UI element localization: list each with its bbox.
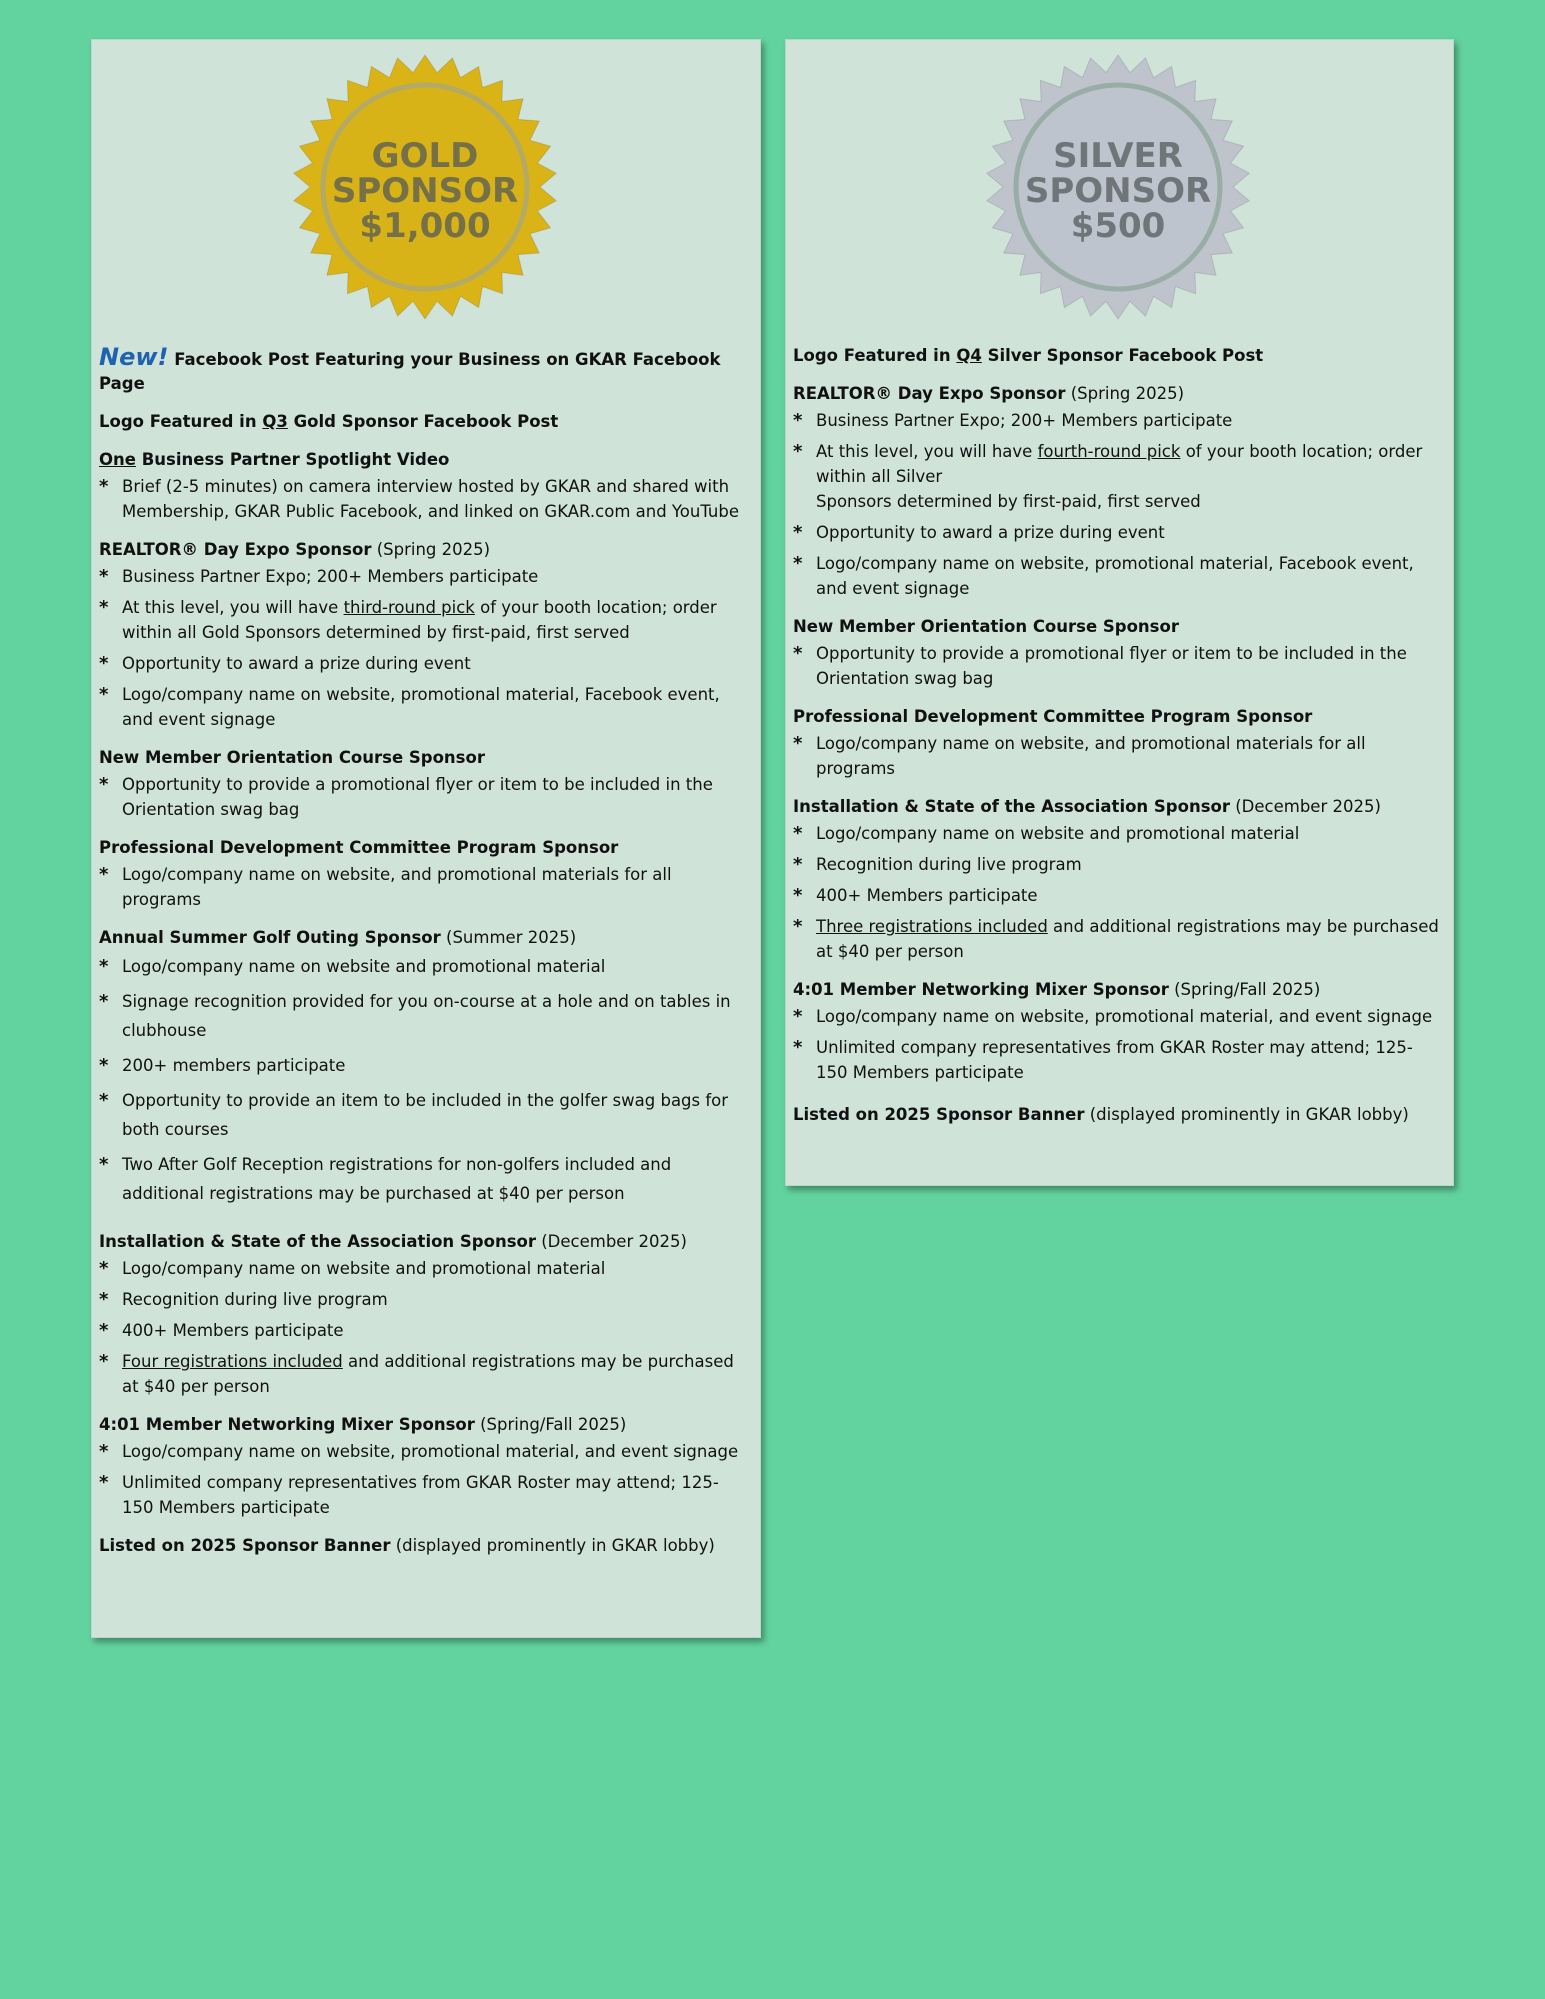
list-item: * Logo/company name on website, promotional material, and event signage — [793, 1006, 1433, 1027]
list-item: * 400+ Members participate — [793, 885, 1038, 906]
list-item-text: Opportunity to award a prize during event — [122, 654, 471, 673]
silver-orientation-heading: New Member Orientation Course Sponsor — [793, 617, 1179, 636]
list-item-text: At this level, you will have — [816, 442, 1038, 461]
fourth-round-pick: fourth-round pick — [1037, 442, 1181, 461]
gold-banner-rest: (displayed prominently in GKAR lobby) — [390, 1536, 715, 1555]
gold-mixer-note: (Spring/Fall 2025) — [474, 1415, 627, 1434]
gold-orientation-heading: New Member Orientation Course Sponsor — [99, 748, 485, 767]
list-item: * 200+ members participate — [99, 1055, 346, 1076]
list-item: * Signage recognition provided for you on-course at a hole and on tables in clubhouse — [99, 991, 731, 1040]
list-item-text: Logo/company name on website, and promotional materials for all programs — [122, 865, 672, 909]
list-item-text: Business Partner Expo; 200+ Members participate — [122, 567, 539, 586]
silver-mixer-heading: 4:01 Member Networking Mixer Sponsor — [793, 980, 1169, 999]
list-item-text: Logo/company name on website, and promotional materials for all programs — [816, 734, 1366, 778]
list-item-text: Signage recognition provided for you on-course at a hole and on tables in clubhouse — [122, 992, 731, 1040]
list-item-text: Sponsors determined by first-paid, first served — [816, 492, 1201, 511]
gold-prof-dev-heading: Professional Development Committee Program Sponsor — [99, 838, 619, 857]
silver-banner-rest: (displayed prominently in GKAR lobby) — [1084, 1105, 1409, 1124]
list-item: * Logo/company name on website, and promotional materials for all programs — [99, 864, 672, 909]
gold-spotlight-heading-one: One — [99, 450, 136, 469]
silver-prof-dev-heading: Professional Development Committee Program Sponsor — [793, 707, 1313, 726]
silver-mixer-note: (Spring/Fall 2025) — [1168, 980, 1321, 999]
list-item: * Business Partner Expo; 200+ Members participate — [99, 566, 539, 587]
silver-realtor-day-section — [793, 382, 1443, 601]
list-item: * Logo/company name on website, promotional material, and event signage — [99, 1441, 739, 1462]
gold-seal-line3: $1,000 — [358, 206, 491, 246]
list-item: * Four registrations included and additional registrations may be purchased at $40 per person — [99, 1351, 734, 1396]
list-item-text: 400+ Members participate — [122, 1321, 344, 1340]
list-item: * At this level, you will have fourth-round pick of your booth location; order within all Silver Sponsors determined by first-paid, first served — [793, 441, 1423, 511]
gold-seal-line2: SPONSOR — [331, 171, 518, 211]
list-item: * Opportunity to award a prize during event — [793, 522, 1165, 543]
list-item: * At this level, you will have third-round pick of your booth location; order within all Gold Sponsors determined by first-paid, first served — [99, 597, 717, 642]
list-item: * Logo/company name on website and promotional material — [793, 823, 1300, 844]
silver-installation-heading: Installation & State of the Association Sponsor — [793, 797, 1230, 816]
silver-seal-line3: $500 — [1070, 206, 1166, 246]
silver-realtor-day-heading: REALTOR® Day Expo Sponsor — [793, 384, 1066, 403]
silver-prof-dev-section — [793, 705, 1443, 781]
list-item-text: Business Partner Expo; 200+ Members participate — [816, 411, 1233, 430]
list-item-text: of your booth location; order within all Silver — [816, 442, 1423, 486]
gold-prof-dev-section — [99, 836, 750, 912]
gold-mixer-heading: 4:01 Member Networking Mixer Sponsor — [99, 1415, 475, 1434]
list-item-text: Logo/company name on website and promotional material — [816, 824, 1300, 843]
silver-installation-section — [793, 795, 1443, 964]
list-item-text: and additional registrations may be purchased at $40 per person — [122, 1352, 734, 1396]
list-item-text: Logo/company name on website, promotional material, and event signage — [122, 1442, 739, 1461]
list-item-text: of your booth location; order within all Gold Sponsors determined by first-paid, first served — [122, 598, 717, 642]
gold-seal-badge — [290, 52, 560, 322]
list-item: * Recognition during live program — [793, 854, 1082, 875]
gold-realtor-day-section — [99, 538, 750, 732]
silver-banner-section — [793, 1103, 1443, 1127]
list-item: * Three registrations included and additional registrations may be purchased at $40 per person — [793, 916, 1439, 961]
gold-facebook-post-text: Facebook Post Featuring your Business on GKAR Facebook Page — [99, 350, 721, 393]
list-item: * Logo/company name on website and promotional material — [99, 956, 606, 977]
gold-logo-featured-prefix: Logo Featured in — [99, 412, 263, 431]
gold-sponsor-panel — [91, 39, 761, 1638]
list-item-text: Brief (2-5 minutes) on camera interview hosted by GKAR and shared with Membership, GKAR Public Facebook, and linked on GKAR.com and YouTube — [122, 477, 740, 521]
gold-logo-featured — [99, 410, 750, 434]
three-registrations-included: Three registrations included — [816, 917, 1048, 936]
silver-sponsor-panel — [785, 39, 1454, 1186]
silver-realtor-day-note: (Spring 2025) — [1065, 384, 1185, 403]
silver-seal — [793, 52, 1443, 322]
silver-logo-featured-suffix: Silver Sponsor Facebook Post — [981, 346, 1264, 365]
gold-spotlight-section — [99, 448, 750, 524]
gold-golf-heading: Annual Summer Golf Outing Sponsor — [99, 928, 441, 947]
gold-banner-section — [99, 1534, 750, 1558]
list-item-text: Logo/company name on website, promotional material, and event signage — [816, 1007, 1433, 1026]
list-item-text: Logo/company name on website and promotional material — [122, 957, 606, 976]
gold-mixer-section — [99, 1413, 750, 1520]
silver-logo-featured-quarter: Q4 — [956, 346, 982, 365]
list-item-text: and additional registrations may be purchased at $40 per person — [816, 917, 1439, 961]
new-label: New! — [99, 343, 169, 371]
list-item: * Unlimited company representatives from GKAR Roster may attend; 125-150 Members participate — [99, 1472, 719, 1517]
gold-golf-note: (Summer 2025) — [440, 928, 577, 947]
list-item: * Opportunity to provide an item to be included in the golfer swag bags for both courses — [99, 1090, 729, 1139]
list-item: * 400+ Members participate — [99, 1320, 344, 1341]
list-item: * Opportunity to provide a promotional flyer or item to be included in the Orientation swag bag — [793, 643, 1407, 688]
list-item: * Two After Golf Reception registrations for non-golfers included and additional registrations may be purchased at $40 per person — [99, 1154, 672, 1203]
gold-realtor-day-heading: REALTOR® Day Expo Sponsor — [99, 540, 372, 559]
list-item-text: Logo/company name on website, promotional material, Facebook event, and event signage — [122, 685, 720, 729]
list-item-text: At this level, you will have — [122, 598, 344, 617]
gold-spotlight-heading: Business Partner Spotlight Video — [135, 450, 450, 469]
list-item: * Unlimited company representatives from GKAR Roster may attend; 125-150 Members participate — [793, 1037, 1413, 1082]
list-item: * Business Partner Expo; 200+ Members participate — [793, 410, 1233, 431]
gold-installation-note: (December 2025) — [536, 1232, 687, 1251]
list-item: * Opportunity to provide a promotional flyer or item to be included in the Orientation swag bag — [99, 774, 713, 819]
silver-orientation-section — [793, 615, 1443, 691]
silver-logo-featured-prefix: Logo Featured in — [793, 346, 957, 365]
gold-orientation-section — [99, 746, 750, 822]
four-registrations-included: Four registrations included — [122, 1352, 343, 1371]
silver-seal-badge — [983, 52, 1253, 322]
list-item: * Brief (2-5 minutes) on camera interview hosted by GKAR and shared with Membership, GKAR Public Facebook, and linked on GKAR.com and YouTube — [99, 476, 740, 521]
third-round-pick: third-round pick — [343, 598, 475, 617]
silver-banner-bold: Listed on 2025 Sponsor Banner — [793, 1105, 1085, 1124]
gold-golf-section — [99, 926, 750, 1208]
gold-seal-line1: GOLD — [371, 136, 478, 176]
list-item-text: Recognition during live program — [122, 1290, 388, 1309]
list-item: * Logo/company name on website and promotional material — [99, 1258, 606, 1279]
list-item: * Logo/company name on website, promotional material, Facebook event, and event signage — [793, 553, 1414, 598]
list-item-text: Logo/company name on website, promotional material, Facebook event, and event signage — [816, 554, 1414, 598]
silver-seal-line1: SILVER — [1053, 136, 1183, 176]
silver-logo-featured — [793, 344, 1443, 368]
list-item-text: Opportunity to provide a promotional flyer or item to be included in the Orientation swag bag — [122, 775, 713, 819]
list-item-text: Unlimited company representatives from GKAR Roster may attend; 125-150 Members participate — [122, 1473, 719, 1517]
list-item-text: Logo/company name on website and promotional material — [122, 1259, 606, 1278]
list-item-text: Opportunity to provide an item to be included in the golfer swag bags for both courses — [122, 1091, 729, 1139]
list-item-text: Opportunity to provide a promotional flyer or item to be included in the Orientation swag bag — [816, 644, 1407, 688]
list-item: * Opportunity to award a prize during event — [99, 653, 471, 674]
gold-installation-heading: Installation & State of the Association Sponsor — [99, 1232, 536, 1251]
list-item-text: Recognition during live program — [816, 855, 1082, 874]
gold-realtor-day-note: (Spring 2025) — [371, 540, 491, 559]
silver-mixer-section — [793, 978, 1443, 1085]
list-item-text: 400+ Members participate — [816, 886, 1038, 905]
list-item: * Recognition during live program — [99, 1289, 388, 1310]
gold-seal — [99, 52, 750, 322]
gold-logo-featured-quarter: Q3 — [262, 412, 288, 431]
list-item-text: Opportunity to award a prize during event — [816, 523, 1165, 542]
list-item-text: Unlimited company representatives from GKAR Roster may attend; 125-150 Members participate — [816, 1038, 1413, 1082]
list-item: * Logo/company name on website, and promotional materials for all programs — [793, 733, 1366, 778]
gold-installation-section — [99, 1230, 750, 1399]
list-item: * Logo/company name on website, promotional material, Facebook event, and event signage — [99, 684, 720, 729]
list-item-text: 200+ members participate — [122, 1056, 346, 1075]
silver-installation-note: (December 2025) — [1230, 797, 1381, 816]
silver-seal-line2: SPONSOR — [1024, 171, 1212, 211]
list-item-text: Two After Golf Reception registrations for non-golfers included and additional registrations may be purchased at $40 per person — [122, 1155, 672, 1203]
gold-logo-featured-suffix: Gold Sponsor Facebook Post — [287, 412, 559, 431]
gold-facebook-post — [99, 345, 750, 396]
gold-banner-bold: Listed on 2025 Sponsor Banner — [99, 1536, 391, 1555]
